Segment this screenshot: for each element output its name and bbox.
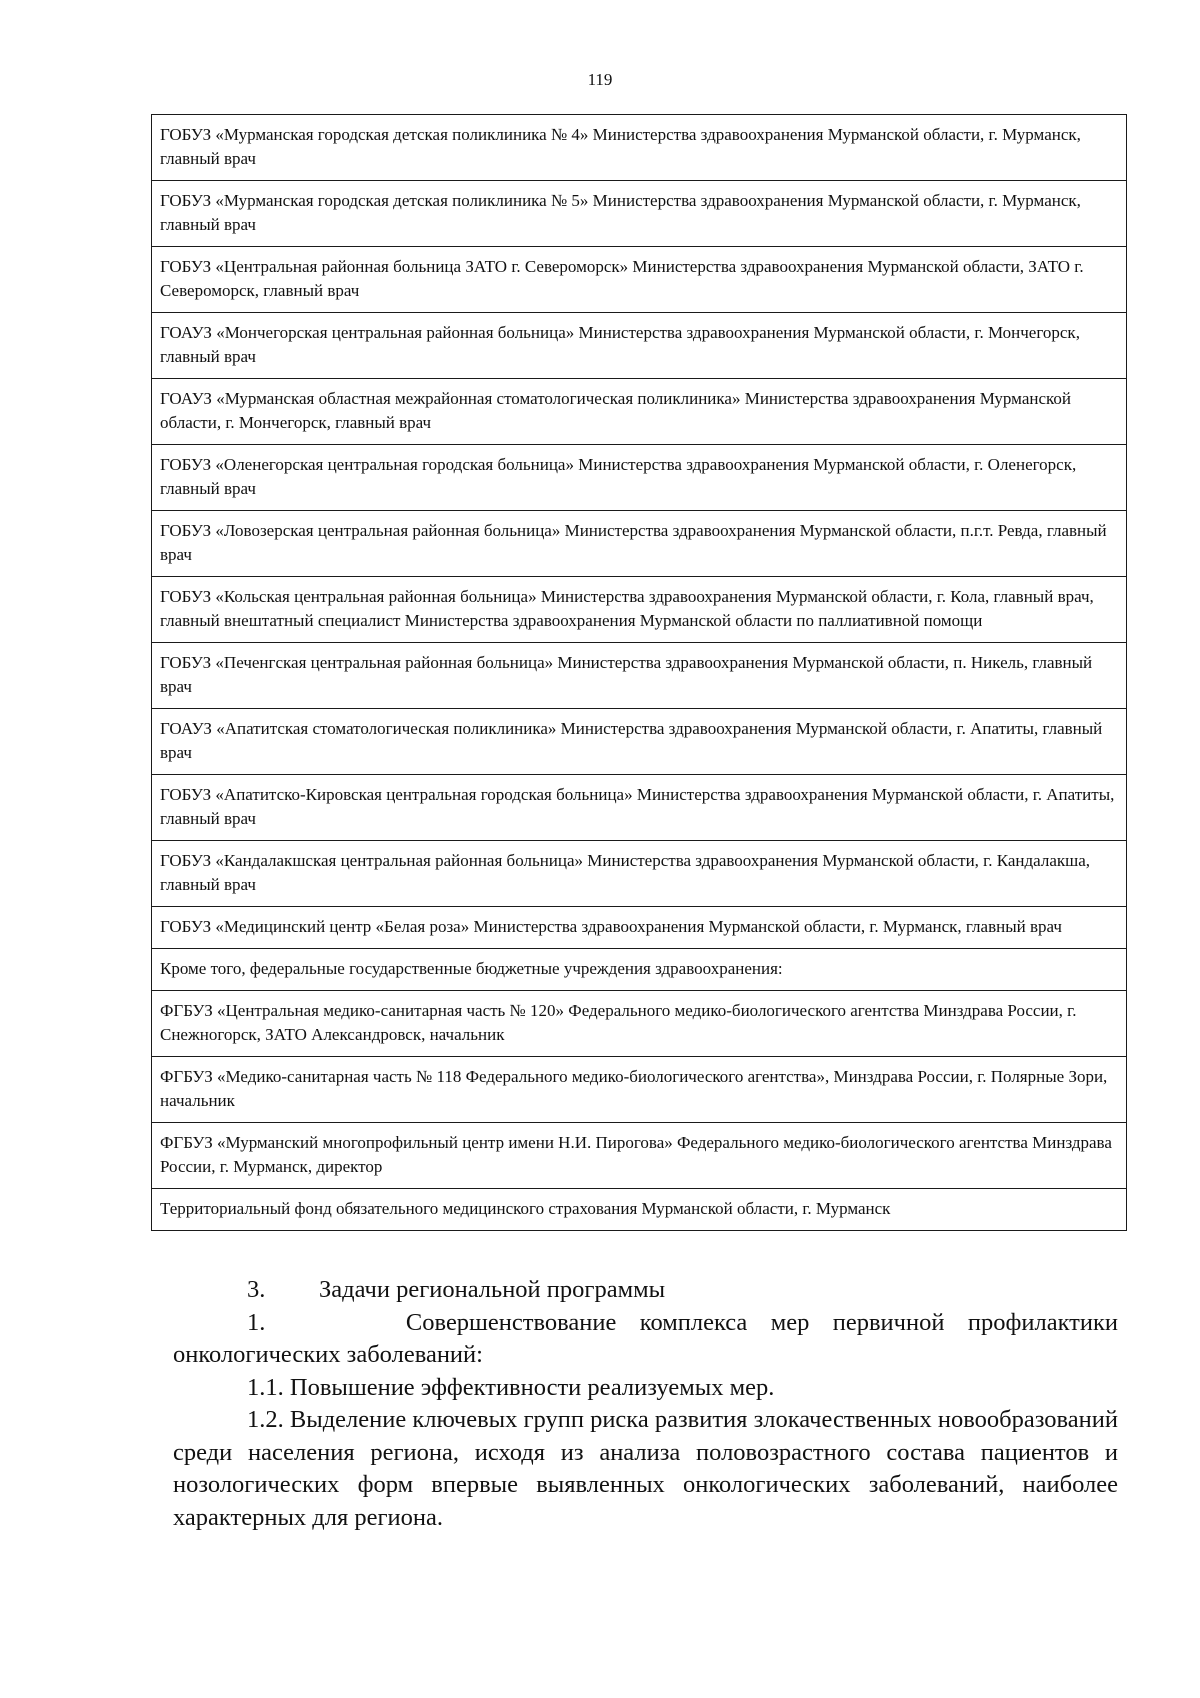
table-row bbox=[152, 775, 1127, 841]
page-number: 119 bbox=[587, 70, 613, 89]
table-cell: ГОАУЗ «Мончегорская центральная районная больница» Министерства здравоохранения Мурманской области, г. Мончегорск, главный врач bbox=[152, 313, 1127, 379]
section-number: 3. bbox=[247, 1276, 266, 1303]
organizations-table bbox=[151, 114, 1127, 1231]
table-row bbox=[152, 1189, 1127, 1231]
table-cell: ФГБУЗ «Мурманский многопрофильный центр имени Н.И. Пирогова» Федерального медико-биологического агентства Минздрава России, г. Мурманск, директор bbox=[152, 1123, 1127, 1189]
paragraph-item-1-2: 1.2. Выделение ключевых групп риска развития злокачественных новообразований среди населения региона, исходя из анализа половозрастного состава пациентов и нозологических форм впервые выявленных онкологических заболеваний, наиболее характерных для региона. bbox=[173, 1406, 1118, 1531]
table-row bbox=[152, 991, 1127, 1057]
paragraph-item-1 bbox=[173, 1307, 1118, 1372]
table-cell: ГОАУЗ «Апатитская стоматологическая поликлиника» Министерства здравоохранения Мурманской области, г. Апатиты, главный врач bbox=[152, 709, 1127, 775]
table-cell: ГОБУЗ «Мурманская городская детская поликлиника № 4» Министерства здравоохранения Мурманской области, г. Мурманск, главный врач bbox=[152, 115, 1127, 181]
table-cell: ГОБУЗ «Мурманская городская детская поликлиника № 5» Министерства здравоохранения Мурманской области, г. Мурманск, главный врач bbox=[152, 181, 1127, 247]
table-cell: ГОБУЗ «Центральная районная больница ЗАТО г. Североморск» Министерства здравоохранения Мурманской области, ЗАТО г. Североморск, главный врач bbox=[152, 247, 1127, 313]
table-cell: ГОБУЗ «Медицинский центр «Белая роза» Министерства здравоохранения Мурманской области, г. Мурманск, главный врач bbox=[152, 907, 1127, 949]
table-cell: ГОБУЗ «Апатитско-Кировская центральная городская больница» Министерства здравоохранения Мурманской области, г. Апатиты, главный врач bbox=[152, 775, 1127, 841]
table-cell: ГОБУЗ «Кандалакшская центральная районная больница» Министерства здравоохранения Мурманской области, г. Кандалакша, главный врач bbox=[152, 841, 1127, 907]
table-row bbox=[152, 445, 1127, 511]
item-1-number: 1. bbox=[247, 1308, 266, 1336]
table-row bbox=[152, 841, 1127, 907]
table-cell: ФГБУЗ «Медико-санитарная часть № 118 Федерального медико-биологического агентства», Минздрава России, г. Полярные Зори, начальник bbox=[152, 1057, 1127, 1123]
table-row bbox=[152, 907, 1127, 949]
table-cell: ГОБУЗ «Кольская центральная районная больница» Министерства здравоохранения Мурманской области, г. Кола, главный врач, главный внештатный специалист Министерства здравоохранения Мурманской области по паллиативной помощи bbox=[152, 577, 1127, 643]
table-cell: ГОБУЗ «Оленегорская центральная городская больница» Министерства здравоохранения Мурманской области, г. Оленегорск, главный врач bbox=[152, 445, 1127, 511]
table-row bbox=[152, 577, 1127, 643]
table-row bbox=[152, 313, 1127, 379]
table-cell: ГОБУЗ «Печенгская центральная районная больница» Министерства здравоохранения Мурманской области, п. Никель, главный врач bbox=[152, 643, 1127, 709]
section-title: Задачи региональной программы bbox=[319, 1276, 666, 1303]
table-cell: ГОАУЗ «Мурманская областная межрайонная стоматологическая поликлиника» Министерства здравоохранения Мурманской области, г. Мончегорск, главный врач bbox=[152, 379, 1127, 445]
table-cell: ГОБУЗ «Ловозерская центральная районная больница» Министерства здравоохранения Мурманской области, п.г.т. Ревда, главный врач bbox=[152, 511, 1127, 577]
table-row bbox=[152, 949, 1127, 991]
table-row bbox=[152, 115, 1127, 181]
item-1-text: Совершенствование комплекса мер первичной профилактики онкологических заболеваний: bbox=[173, 1308, 1119, 1368]
table-row bbox=[152, 181, 1127, 247]
table-row bbox=[152, 1057, 1127, 1123]
table-row bbox=[152, 1123, 1127, 1189]
table-cell: Территориальный фонд обязательного медицинского страхования Мурманской области, г. Мурманск bbox=[152, 1189, 1127, 1231]
table-row bbox=[152, 511, 1127, 577]
table-cell: ФГБУЗ «Центральная медико-санитарная часть № 120» Федерального медико-биологического агентства Минздрава России, г. Снежногорск, ЗАТО Александровск, начальник bbox=[152, 991, 1127, 1057]
table-row bbox=[152, 709, 1127, 775]
body-text bbox=[173, 1274, 1118, 1534]
table-cell: Кроме того, федеральные государственные бюджетные учреждения здравоохранения: bbox=[152, 949, 1127, 991]
table-row bbox=[152, 247, 1127, 313]
table-row bbox=[152, 379, 1127, 445]
paragraph-item-1-1: 1.1. Повышение эффективности реализуемых мер. bbox=[247, 1373, 775, 1401]
table-row bbox=[152, 643, 1127, 709]
section-heading bbox=[173, 1274, 1118, 1307]
